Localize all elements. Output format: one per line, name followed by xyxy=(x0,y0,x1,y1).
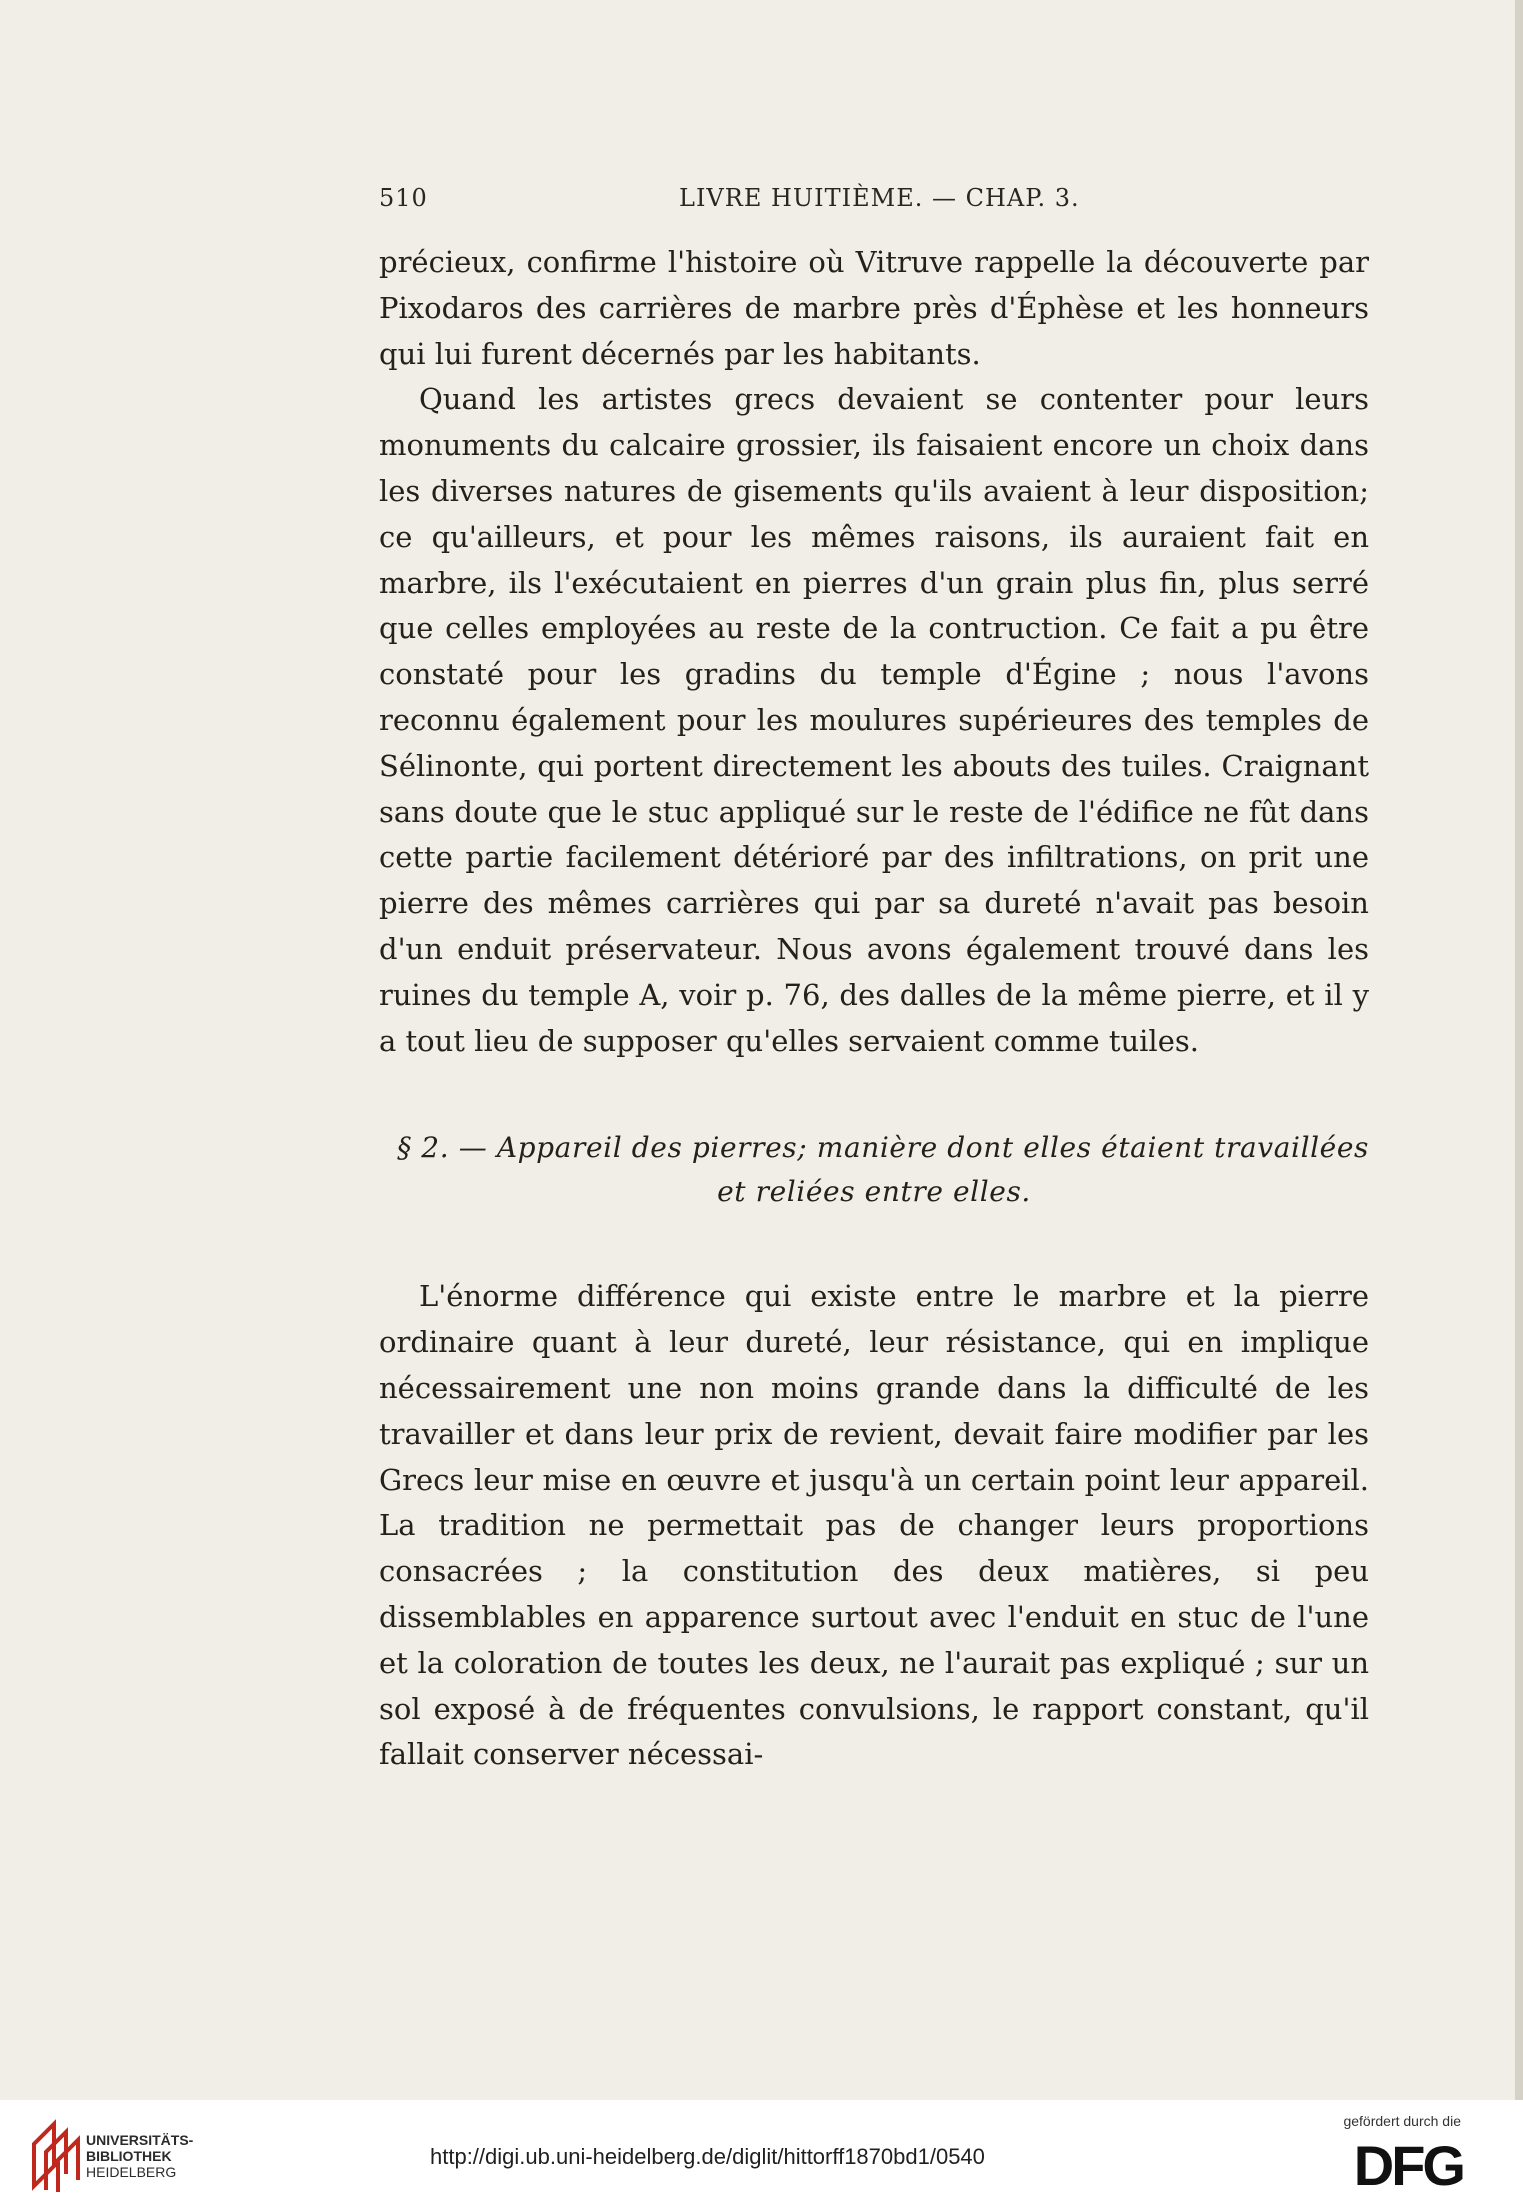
section-heading xyxy=(379,1126,1369,1214)
library-logo-icon xyxy=(28,2114,90,2194)
library-name-line-2: BIBLIOTHEK xyxy=(86,2148,172,2164)
page-edge xyxy=(1515,0,1523,2100)
paragraph-3: L'énorme différence qui existe entre le marbre et la pierre ordinaire quant à leur dureté, leur résistance, qui en implique nécessairement une non moins grande dans la difficulté de les travailler et dans leur prix de revient, devait faire modifier par les Grecs leur mise en œuvre et jusqu'à un certain point leur appareil. La tradition ne permettait pas de changer leurs proportions consacrées ; la constitution des deux matières, si peu dissemblables en apparence surtout avec l'enduit en stuc de l'une et la coloration de toutes les deux, ne l'aurait pas expliqué ; sur un sol exposé à de fréquentes convulsions, le rapport constant, qu'il fallait conserver nécessai- xyxy=(379,1279,1369,1772)
library-name xyxy=(86,2132,193,2180)
paragraph-2: Quand les artistes grecs devaient se contenter pour leurs monuments du calcaire grossier, ils faisaient encore un choix dans les diverses natures de gisements qu'ils avaient à leur disposition; ce qu'ailleurs, et pour les mêmes raisons, ils auraient fait en marbre, ils l'exécutaient en pierres d'un grain plus fin, plus serré que celles employées au reste de la contruction. Ce fait a pu être constaté pour les gradins du temple d'Égine ; nous l'avons reconnu également pour les moulures supérieures des temples de Sélinonte, qui portent directement les abouts des tuiles. Craignant sans doute que le stuc appliqué sur le reste de l'édifice ne fût dans cette partie facilement détérioré par des infiltrations, on prit une pierre des mêmes carrières qui par sa dureté n'avait pas besoin d'un enduit préservateur. Nous avons également trouvé dans les ruines du temple A, voir p. 76, des dalles de la même pierre, et il y a tout lieu de supposer qu'elles servaient comme tuiles. xyxy=(379,382,1369,1058)
section-heading-line-2: et reliées entre elles. xyxy=(717,1175,1031,1209)
library-name-line-1: UNIVERSITÄTS- xyxy=(86,2132,194,2148)
section-heading-line-1: § 2. — Appareil des pierres; manière dont elles étaient travaillées xyxy=(397,1131,1369,1165)
library-name-line-3: HEIDELBERG xyxy=(86,2164,177,2180)
footer-bar xyxy=(0,2100,1523,2209)
running-title: LIVRE HUITIÈME. — CHAP. 3. xyxy=(679,184,1080,212)
dfg-logo: DFG xyxy=(1353,2134,1463,2197)
running-head xyxy=(379,184,1369,224)
funding-caption: gefördert durch die xyxy=(1343,2113,1461,2129)
paragraph-1: précieux, confirme l'histoire où Vitruve rappelle la découverte par Pixodaros des carrières de marbre près d'Éphèse et les honneurs qui lui furent décernés par les habitants. xyxy=(379,245,1369,371)
page-number: 510 xyxy=(379,184,428,212)
permalink-url[interactable]: http://digi.ub.uni-heidelberg.de/diglit/hittorff1870bd1/0540 xyxy=(430,2144,985,2169)
body-text xyxy=(379,240,1369,1778)
